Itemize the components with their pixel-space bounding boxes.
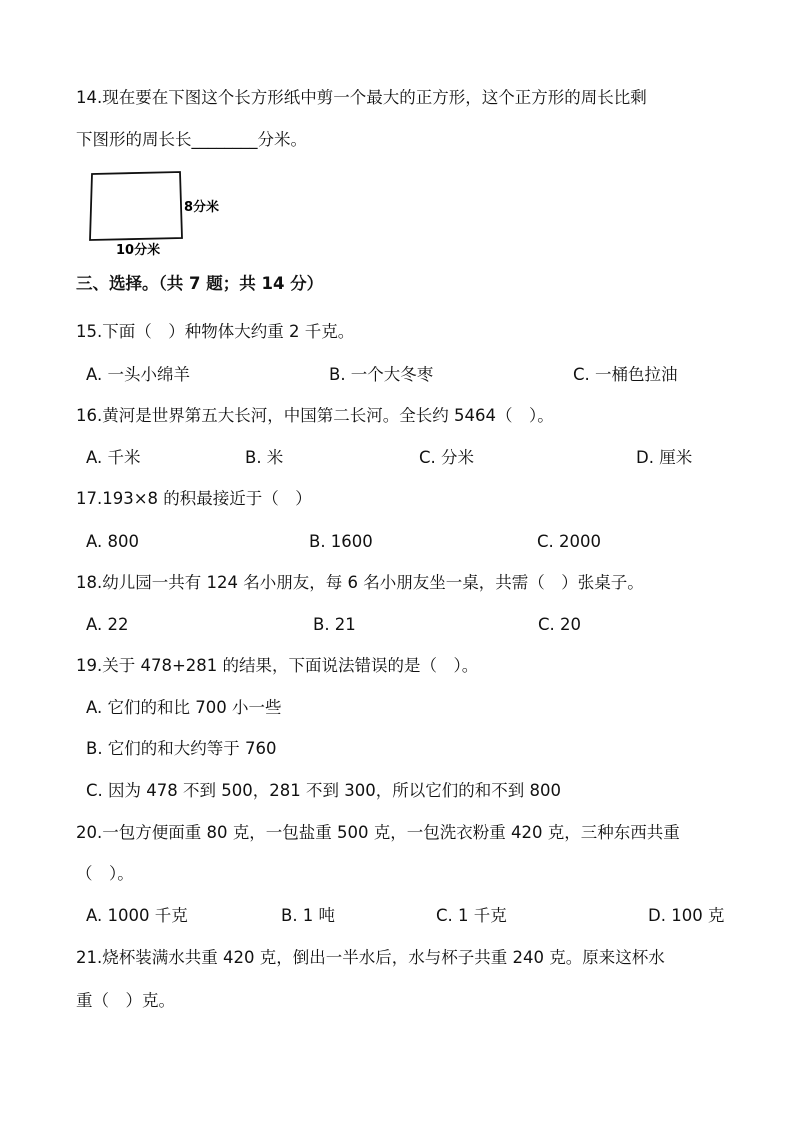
rectangle-shape (90, 172, 182, 240)
q20-option-b[interactable]: B. 1 吨 (281, 906, 336, 925)
q19-option-a[interactable]: A. 它们的和比 700 小一些 (86, 698, 282, 717)
q18-option-a[interactable]: A. 22 (86, 615, 129, 634)
q21-text-line2: 重（ ）克。 (76, 991, 175, 1010)
q15-option-c[interactable]: C. 一桶色拉油 (573, 365, 678, 384)
q18-option-c[interactable]: C. 20 (538, 615, 582, 634)
q16-text: 16.黄河是世界第五大长河，中国第二长河。全长约 5464（ ）。 (76, 406, 554, 425)
q16-option-d[interactable]: D. 厘米 (636, 448, 693, 467)
q18-option-b[interactable]: B. 21 (313, 615, 356, 634)
q20-option-d[interactable]: D. 100 克 (648, 906, 725, 925)
q15-option-a[interactable]: A. 一头小绵羊 (86, 365, 190, 384)
rectangle-figure (84, 168, 244, 260)
q14-text-line2: 下图形的周长长________分米。 (76, 130, 307, 149)
q17-option-b[interactable]: B. 1600 (309, 532, 373, 551)
q17-text: 17.193×8 的积最接近于（ ） (76, 489, 312, 508)
section-heading: 三、选择。（共 7 题；共 14 分） (76, 274, 324, 293)
rectangle-bottom-label: 10分米 (116, 243, 161, 258)
q20-option-a[interactable]: A. 1000 千克 (86, 906, 188, 925)
rectangle-side-label: 8分米 (184, 200, 220, 215)
q17-option-a[interactable]: A. 800 (86, 532, 139, 551)
q18-text: 18.幼儿园一共有 124 名小朋友，每 6 名小朋友坐一桌，共需（ ）张桌子。 (76, 573, 644, 592)
q16-option-b[interactable]: B. 米 (245, 448, 284, 467)
q19-text: 19.关于 478+281 的结果，下面说法错误的是（ ）。 (76, 656, 479, 675)
q15-option-b[interactable]: B. 一个大冬枣 (329, 365, 434, 384)
q14-text-line1: 14.现在要在下图这个长方形纸中剪一个最大的正方形，这个正方形的周长比剩 (76, 88, 647, 107)
q16-option-c[interactable]: C. 分米 (419, 448, 475, 467)
q19-option-b[interactable]: B. 它们的和大约等于 760 (86, 739, 277, 758)
q20-text-line2: （ ）。 (76, 864, 134, 883)
q21-text-line1: 21.烧杯装满水共重 420 克，倒出一半水后，水与杯子共重 240 克。原来这杯水 (76, 948, 665, 967)
q19-option-c[interactable]: C. 因为 478 不到 500，281 不到 300，所以它们的和不到 800 (86, 781, 561, 800)
q17-option-c[interactable]: C. 2000 (537, 532, 602, 551)
q15-text: 15.下面（ ）种物体大约重 2 千克。 (76, 322, 355, 341)
q16-option-a[interactable]: A. 千米 (86, 448, 141, 467)
q20-option-c[interactable]: C. 1 千克 (436, 906, 507, 925)
q20-text-line1: 20.一包方便面重 80 克，一包盐重 500 克，一包洗衣粉重 420 克，三种东西共重 (76, 823, 680, 842)
